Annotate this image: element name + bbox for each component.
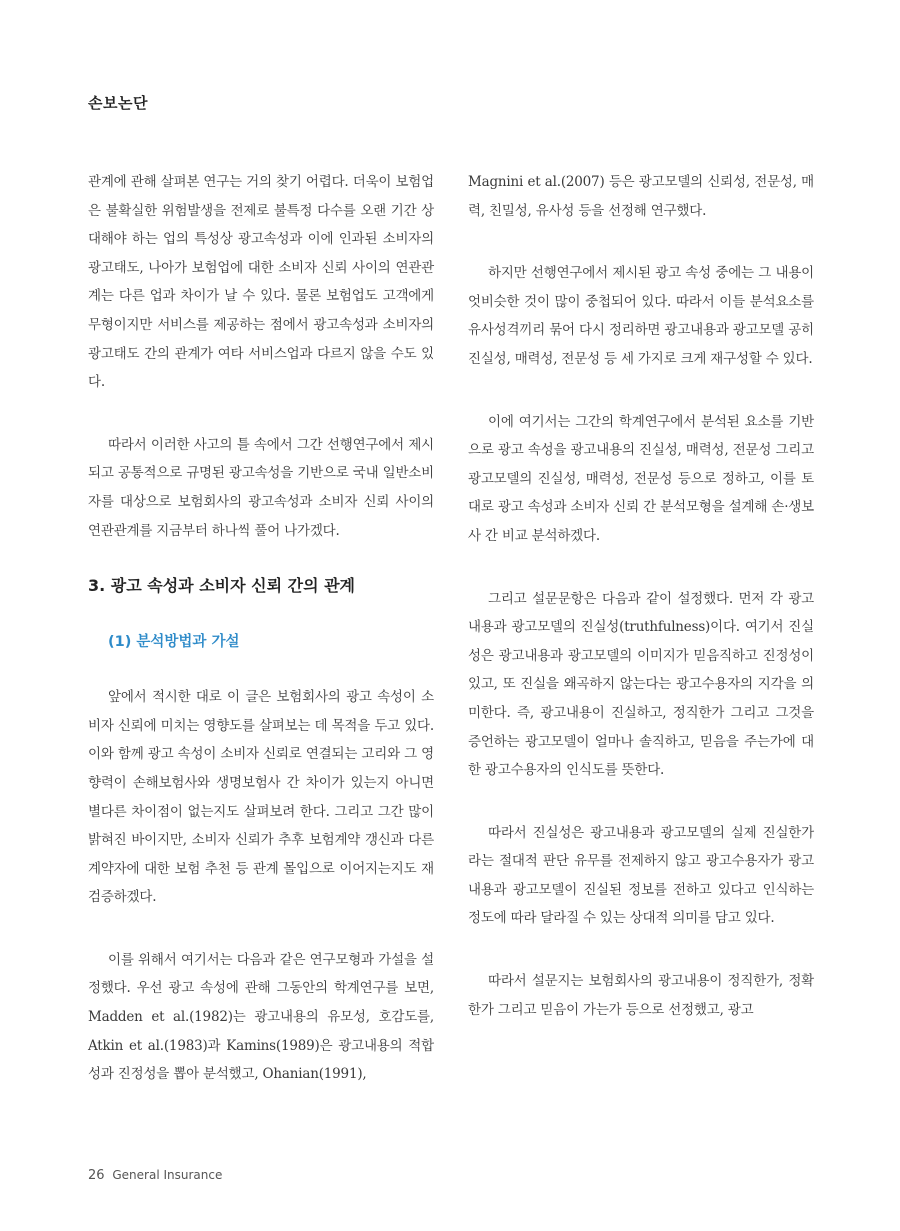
subsection-heading: (1) 분석방법과 가설 bbox=[108, 634, 240, 651]
body-paragraph: 그리고 설문문항은 다음과 같이 설정했다. 먼저 각 광고내용과 광고모델의 진실성(truthfulness)이다. 여기서 진실성은 광고내용과 광고모델의 이미지가 믿음직하고 진정성이 있고, 또 진실을 왜곡하지 않는다는 광고수용자의 지각을 의미한다. 즉, 광고내용이 진실하고, 정직한가 그리고 그것을 증언하는 광고모델이 얼마나 솔직하고, 믿음을 주는가에 대한 광고수용자의 인식도를 뜻한다. bbox=[468, 590, 814, 779]
page-number: 26 bbox=[88, 1168, 105, 1183]
body-paragraph: 관계에 관해 살펴본 연구는 거의 찾기 어렵다. 더욱이 보험업은 불확실한 위험발생을 전제로 불특정 다수를 오랜 기간 상대해야 하는 업의 특성상 광고속성과 이에 인과된 소비자의 광고태도, 나아가 보험업에 대한 소비자 신뢰 사이의 연관관계는 다른 업과 차이가 날 수 있다. 물론 보험업도 고객에게 무형이지만 서비스를 제공하는 점에서 광고속성과 소비자의 광고태도 간의 관계가 여타 서비스업과 다르지 않을 수도 있다. bbox=[88, 174, 434, 391]
body-paragraph: Magnini et al.(2007) 등은 광고모델의 신뢰성, 전문성, 매력, 친밀성, 유사성 등을 선정해 연구했다. bbox=[468, 174, 814, 219]
body-paragraph: 하지만 선행연구에서 제시된 광고 속성 중에는 그 내용이 엇비슷한 것이 많이 중첩되어 있다. 따라서 이들 분석요소를 유사성격끼리 묶어 다시 정리하면 광고내용과 광고모델 공히 진실성, 매력성, 전문성 등 세 가지로 크게 재구성할 수 있다. bbox=[468, 265, 814, 367]
body-paragraph: 따라서 진실성은 광고내용과 광고모델의 실제 진실한가라는 절대적 판단 유무를 전제하지 않고 광고수용자가 광고내용과 광고모델이 진실된 정보를 전하고 있다고 인식하는 정도에 따라 달라질 수 있는 상대적 의미를 담고 있다. bbox=[468, 824, 814, 927]
body-paragraph: 따라서 이러한 사고의 틀 속에서 그간 선행연구에서 제시되고 공통적으로 규명된 광고속성을 기반으로 국내 일반소비자를 대상으로 보험회사의 광고속성과 소비자 신뢰 사이의 연관관계를 지금부터 하나씩 풀어 나가겠다. bbox=[88, 436, 434, 539]
body-paragraph: 이에 여기서는 그간의 학계연구에서 분석된 요소를 기반으로 광고 속성을 광고내용의 진실성, 매력성, 전문성 그리고 광고모델의 진실성, 매력성, 전문성 등으로 정하고, 이를 토대로 광고 속성과 소비자 신뢰 간 분석모형을 설계해 손·생보사 간 비교 분석하겠다. bbox=[468, 413, 814, 544]
body-paragraph: 따라서 설문지는 보험회사의 광고내용이 정직한가, 정확한가 그리고 믿음이 가는가 등으로 선정했고, 광고 bbox=[468, 973, 814, 1018]
left-column bbox=[88, 168, 434, 1089]
page-footer bbox=[88, 1168, 222, 1183]
body-paragraph: 앞에서 적시한 대로 이 글은 보험회사의 광고 속성이 소비자 신뢰에 미치는 영향도를 살펴보는 데 목적을 두고 있다. 이와 함께 광고 속성이 소비자 신뢰로 연결되는 고리와 그 영향력이 손해보험사와 생명보험사 간 차이가 있는지 아니면 별다른 차이점이 없는지도 살펴보려 한다. 그리고 그간 많이 밝혀진 바이지만, 소비자 신뢰가 추후 보험계약 갱신과 다른 계약자에 대한 보험 추천 등 관계 몰입으로 이어지는지도 재검증하겠다. bbox=[88, 689, 434, 906]
section-header: 손보논단 bbox=[88, 94, 148, 112]
publication-name: General Insurance bbox=[112, 1168, 223, 1182]
body-paragraph: 이를 위해서 여기서는 다음과 같은 연구모형과 가설을 설정했다. 우선 광고 속성에 관해 그동안의 학계연구를 보면, Madden et al.(1982)는 광고내용의 유모성, 호감도를, Atkin et al.(1983)과 Kamins(1989)은 광고내용의 적합성과 진정성을 뽑아 분석했고, Ohanian(1991), bbox=[88, 951, 434, 1083]
right-column bbox=[468, 168, 814, 1024]
section-heading: 3. 광고 속성과 소비자 신뢰 간의 관계 bbox=[88, 576, 356, 596]
